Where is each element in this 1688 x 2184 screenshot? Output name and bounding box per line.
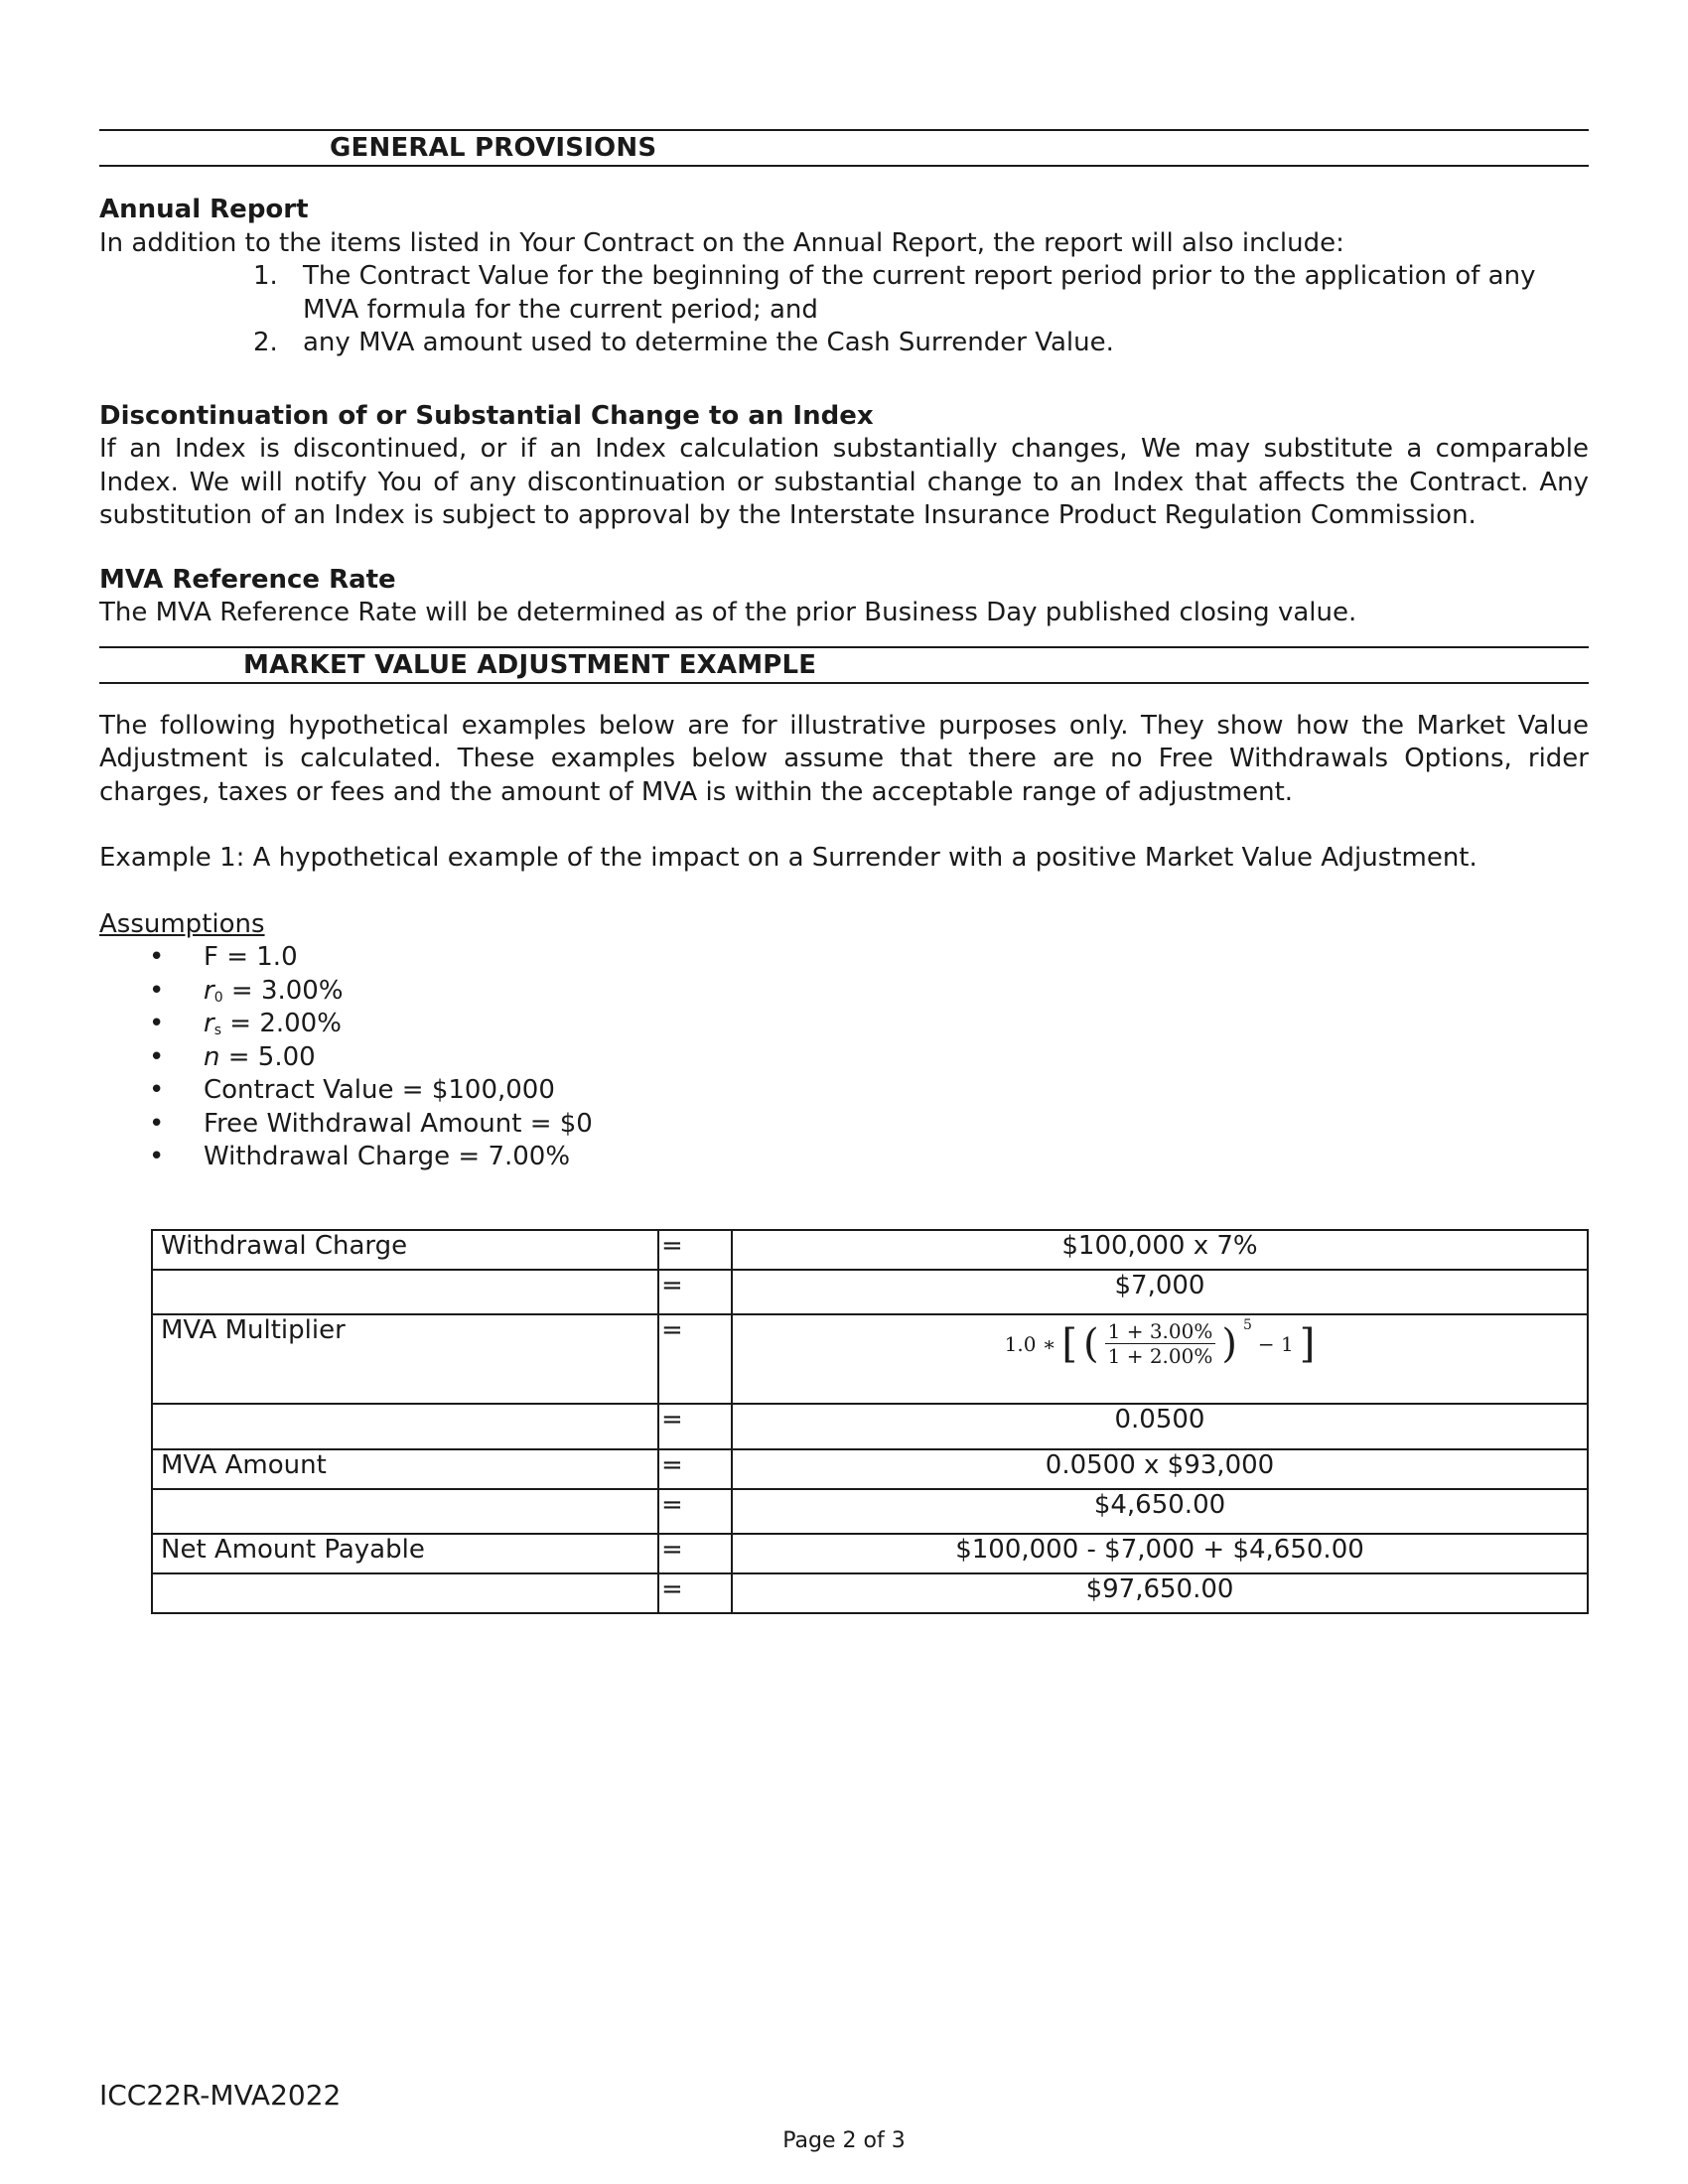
row-value: $97,650.00 xyxy=(732,1573,1588,1613)
table-row xyxy=(152,1230,1588,1270)
mva-example-intro: The following hypothetical examples below are for illustrative purposes only. They show how the Market Value Adjustment is calculated. These examples below assume that there are no Free Withdrawals Options, rider charges, taxes or fees and the amount of MVA is within the acceptable range of adjustment. xyxy=(99,710,1589,807)
row-value: $100,000 x 7% xyxy=(732,1230,1588,1270)
list-item: • Contract Value = $100,000 xyxy=(149,1075,555,1105)
mva-example-header: MARKET VALUE ADJUSTMENT EXAMPLE xyxy=(99,646,1589,684)
fraction: $\frac{1 + 3.00\%}{1 + 2.00\%}$ xyxy=(1105,1319,1216,1368)
equals-sign: = xyxy=(658,1489,732,1534)
row-value: $100,000 - $7,000 + $4,650.00 xyxy=(732,1534,1588,1573)
table-row xyxy=(152,1489,1588,1534)
equals-sign: = xyxy=(658,1404,732,1449)
table-row xyxy=(152,1314,1588,1404)
row-label: MVA Multiplier xyxy=(152,1314,658,1404)
page-number: Page 2 of 3 xyxy=(782,2128,906,2153)
mva-multiplier-formula xyxy=(732,1314,1588,1404)
table-row xyxy=(152,1404,1588,1449)
row-label: Withdrawal Charge xyxy=(152,1230,658,1270)
formula: 1.0 ∗ [ ( $\frac{1 + 3.00\%}{1 + 2.00\%}$ ) 5 − 1 ] xyxy=(1004,1317,1316,1368)
row-label: MVA Amount xyxy=(152,1449,658,1489)
reference-rate-title: MVA Reference Rate xyxy=(99,564,396,595)
table-row xyxy=(152,1534,1588,1573)
page-content xyxy=(99,129,1589,1174)
discontinuation-title: Discontinuation of or Substantial Change to an Index xyxy=(99,400,874,431)
list-item: • Free Withdrawal Amount = $0 xyxy=(149,1108,593,1139)
list-item: • $r_0 = 3.00\%$ xyxy=(149,975,344,1006)
list-item: • Withdrawal Charge = 7.00% xyxy=(149,1142,571,1171)
equals-sign: = xyxy=(658,1573,732,1613)
annual-report-title: Annual Report xyxy=(99,195,309,224)
table-row xyxy=(152,1573,1588,1613)
general-provisions-header: GENERAL PROVISIONS xyxy=(99,129,1589,167)
form-id: ICC22R-MVA2022 xyxy=(99,2079,342,2112)
list-item: 2. any MVA amount used to determine the Cash Surrender Value. xyxy=(253,328,1114,357)
row-value: 0.0500 x $93,000 xyxy=(732,1449,1588,1489)
list-item: 1. The Contract Value for the beginning of the current report period prior to the application of any MVA formula for the current period; and xyxy=(253,261,1536,325)
equals-sign: = xyxy=(658,1314,732,1404)
annual-report-list xyxy=(99,260,1589,360)
row-label: Net Amount Payable xyxy=(152,1534,658,1573)
example-1-text: Example 1: A hypothetical example of the impact on a Surrender with a positive Market Value Adjustment. xyxy=(99,843,1477,873)
equals-sign: = xyxy=(658,1230,732,1270)
annual-report-intro: In addition to the items listed in Your Contract on the Annual Report, the report will also include: xyxy=(99,227,1344,258)
list-item: • n = 5.00 xyxy=(149,1041,316,1072)
equals-sign: = xyxy=(658,1449,732,1489)
row-value: 0.0500 xyxy=(732,1404,1588,1449)
assumptions-list xyxy=(99,941,1589,1174)
list-item: • $r_s = 2.00\%$ xyxy=(149,1009,342,1038)
assumptions-title: Assumptions xyxy=(99,908,265,939)
discontinuation-text: If an Index is discontinued, or if an Index calculation substantially changes, We may substitute a comparable Index. We will notify You of any discontinuation or substantial change to an Index that affects the Contract. Any substitution of an Index is subject to approval by the Interstate Insurance Product Regulation Commission. xyxy=(99,434,1589,530)
table-row xyxy=(152,1449,1588,1489)
reference-rate-text: The MVA Reference Rate will be determined as of the prior Business Day published closing value. xyxy=(99,598,1357,627)
row-value: $7,000 xyxy=(732,1270,1588,1314)
table-row xyxy=(152,1270,1588,1314)
row-value: $4,650.00 xyxy=(732,1489,1588,1534)
mva-calculation-table xyxy=(151,1229,1589,1614)
equals-sign: = xyxy=(658,1270,732,1314)
list-item: • F = 1.0 xyxy=(149,942,298,972)
equals-sign: = xyxy=(658,1534,732,1573)
